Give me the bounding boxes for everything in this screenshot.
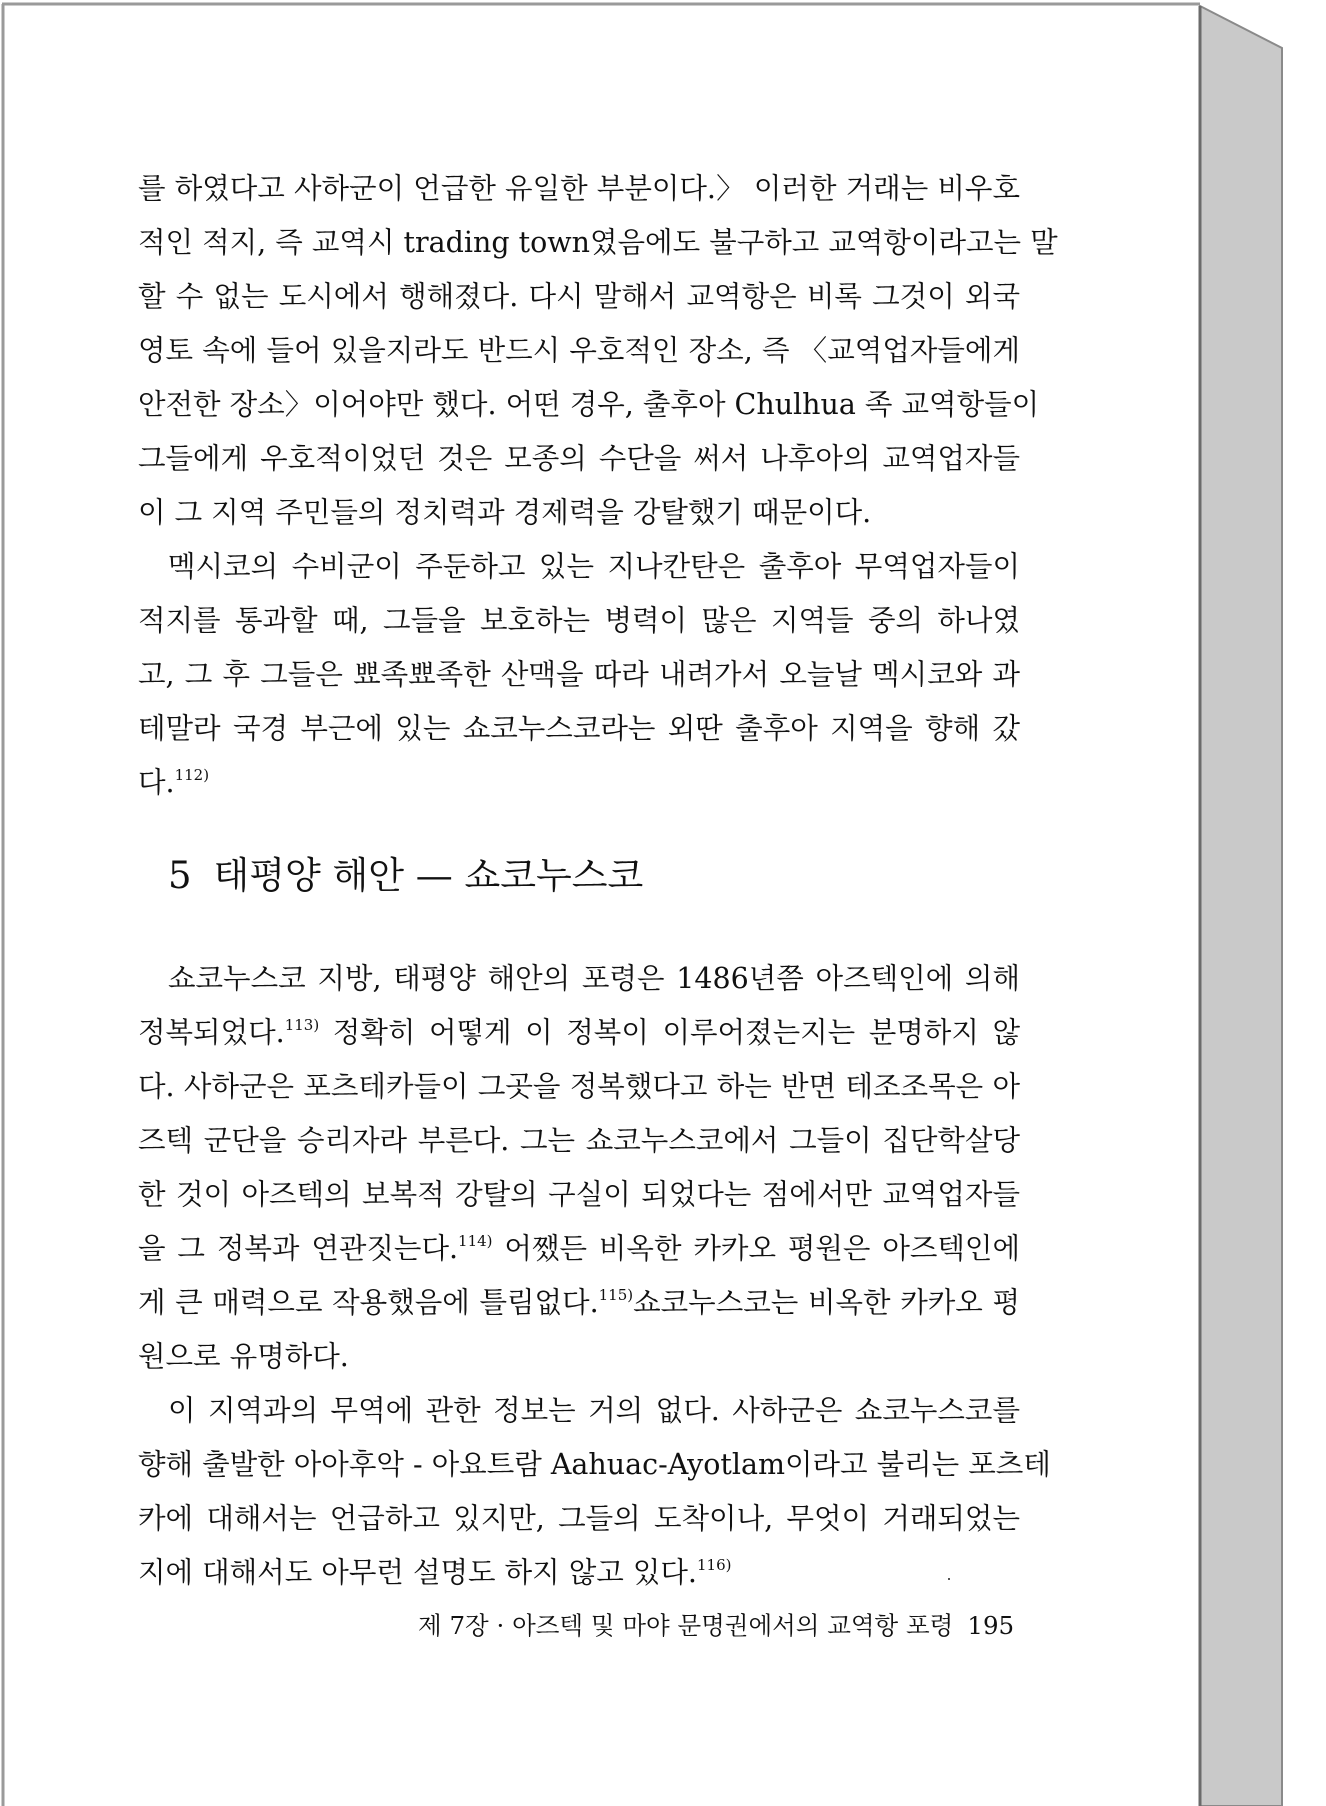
section-heading	[168, 854, 643, 898]
footnote-ref-114: 114)	[458, 1232, 493, 1250]
text-segment: 다.	[138, 766, 175, 799]
section-number: 5	[168, 854, 192, 897]
text-line: 영토 속에 들어 있을지라도 반드시 우호적인 장소, 즉 〈교역업자들에게	[138, 334, 1020, 367]
section-title: 태평양 해안 — 쇼코누스코	[213, 854, 644, 897]
text-segment: 게 큰 매력으로 작용했음에 틀림없다.	[138, 1286, 599, 1319]
running-title: 제 7장 · 아즈텍 및 마야 문명권에서의 교역항 포령	[418, 1611, 954, 1640]
text-line: 이 지역과의 무역에 관한 정보는 거의 없다. 사하군은 쇼코누스코를	[168, 1394, 1020, 1427]
text-segment: 을 그 정복과 연관짓는다.	[138, 1232, 459, 1265]
text-line: 안전한 장소〉이어야만 했다. 어떤 경우, 출후아 Chulhua 족 교역항들이	[138, 388, 1040, 421]
text-segment: 정복되었다.	[138, 1016, 285, 1049]
text-line: 다. 사하군은 포츠테카들이 그곳을 정복했다고 하는 반면 테조조목은 아	[138, 1070, 1020, 1103]
text-line: 한 것이 아즈텍의 보복적 강탈의 구실이 되었다는 점에서만 교역업자들	[138, 1178, 1020, 1211]
text-line: 를 하였다고 사하군이 언급한 유일한 부분이다.〉 이러한 거래는 비우호	[138, 172, 1020, 205]
footnote-ref-113: 113)	[284, 1016, 320, 1034]
text-line: 카에 대해서는 언급하고 있지만, 그들의 도착이나, 무엇이 거래되었는	[138, 1502, 1020, 1535]
text-line: 적지를 통과할 때, 그들을 보호하는 병력이 많은 지역들 중의 하나였	[138, 604, 1020, 637]
text-line: 멕시코의 수비군이 주둔하고 있는 지나칸탄은 출후아 무역업자들이	[168, 550, 1020, 583]
text-line: 쇼코누스코 지방, 태평양 해안의 포령은 1486년쯤 아즈텍인에 의해	[168, 962, 1020, 995]
text-line: 즈텍 군단을 승리자라 부른다. 그는 쇼코누스코에서 그들이 집단학살당	[138, 1124, 1020, 1157]
print-speck	[948, 1578, 950, 1580]
text-line	[138, 765, 1020, 801]
footnote-ref-115: 115)	[598, 1286, 634, 1304]
page-number: 195	[967, 1611, 1015, 1640]
text-segment: 쇼코누스코는 비옥한 카카오 평	[633, 1286, 1020, 1319]
text-line	[138, 1285, 1020, 1321]
text-line: 그들에게 우호적이었던 것은 모종의 수단을 써서 나후아의 교역업자들	[138, 442, 1020, 475]
text-line: 향해 출발한 아아후악 - 아요트람 Aahuac-Ayotlam이라고 불리는 포츠테	[138, 1448, 1051, 1481]
text-line	[138, 1555, 1020, 1591]
text-line: 적인 적지, 즉 교역시 trading town였음에도 불구하고 교역항이라고는 말	[138, 226, 1058, 259]
running-footer	[418, 1611, 1015, 1641]
text-segment: 어쨌든 비옥한 카카오 평원은 아즈텍인에	[492, 1232, 1020, 1265]
text-line	[138, 1015, 1020, 1051]
text-line: 이 그 지역 주민들의 정치력과 경제력을 강탈했기 때문이다.	[138, 496, 872, 529]
text-line: 테말라 국경 부근에 있는 쇼코누스코라는 외딴 출후아 지역을 향해 갔	[138, 712, 1020, 745]
footnote-ref-112: 112)	[174, 766, 210, 784]
text-line: 고, 그 후 그들은 뾰족뾰족한 산맥을 따라 내려가서 오늘날 멕시코와 과	[138, 658, 1020, 691]
text-segment: 지에 대해서도 아무런 설명도 하지 않고 있다.	[138, 1556, 697, 1589]
footnote-ref-116: 116)	[696, 1556, 732, 1574]
text-line	[138, 1231, 1020, 1267]
text-line: 원으로 유명하다.	[138, 1340, 349, 1373]
text-segment: 정확히 어떻게 이 정복이 이루어졌는지는 분명하지 않	[319, 1016, 1020, 1049]
text-line: 할 수 없는 도시에서 행해졌다. 다시 말해서 교역항은 비록 그것이 외국	[138, 280, 1020, 313]
